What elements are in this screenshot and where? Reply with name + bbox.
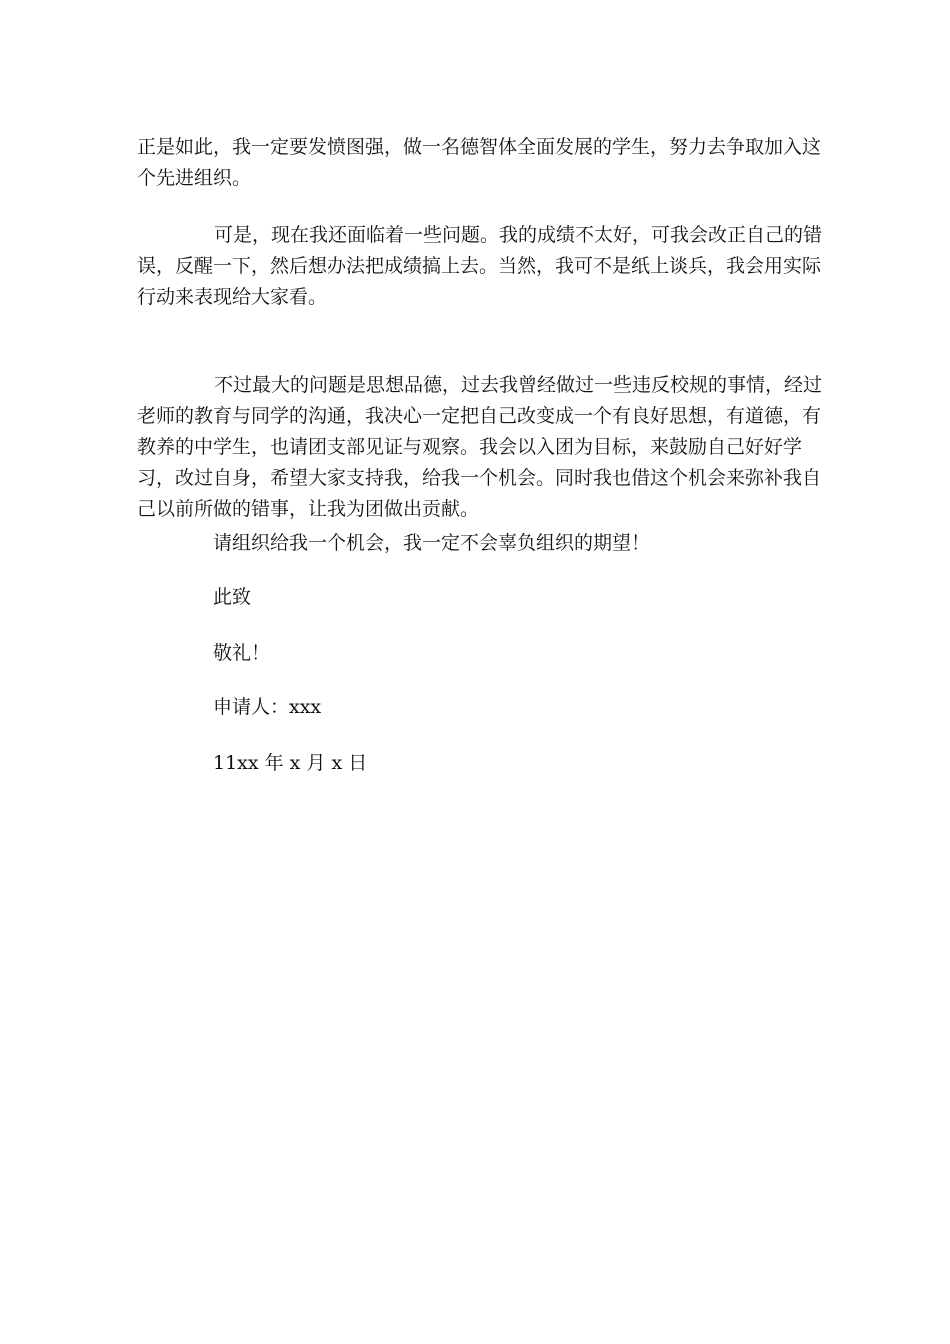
salutation: 此致 xyxy=(213,586,252,608)
regards: 敬礼！ xyxy=(213,642,271,664)
date-line: 11xx 年 x 月 x 日 xyxy=(213,752,368,774)
paragraph-3: 不过最大的问题是思想品德，过去我曾经做过一些违反校规的事情，经过老师的教育与同学的沟通，我决心一定把自己改变成一个有良好思想，有道德，有教养的中学生，也请团支部见证与观察。我会以入团为目标，来鼓励自己好好学习，改过自身，希望大家支持我，给我一个机会。同时我也借这个机会来弥补我自己以前所做的错事，让我为团做出贡献。 xyxy=(137,374,823,520)
closing-request: 请组织给我一个机会，我一定不会辜负组织的期望！ xyxy=(213,532,651,554)
paragraph-1: 正是如此，我一定要发愤图强，做一名德智体全面发展的学生，努力去争取加入这个先进组织。 xyxy=(137,136,822,189)
applicant-signature: 申请人：xxx xyxy=(213,696,322,718)
paragraph-2: 可是，现在我还面临着一些问题。我的成绩不太好，可我会改正自己的错误，反醒一下，然后想办法把成绩搞上去。当然，我可不是纸上谈兵，我会用实际行动来表现给大家看。 xyxy=(137,224,823,308)
